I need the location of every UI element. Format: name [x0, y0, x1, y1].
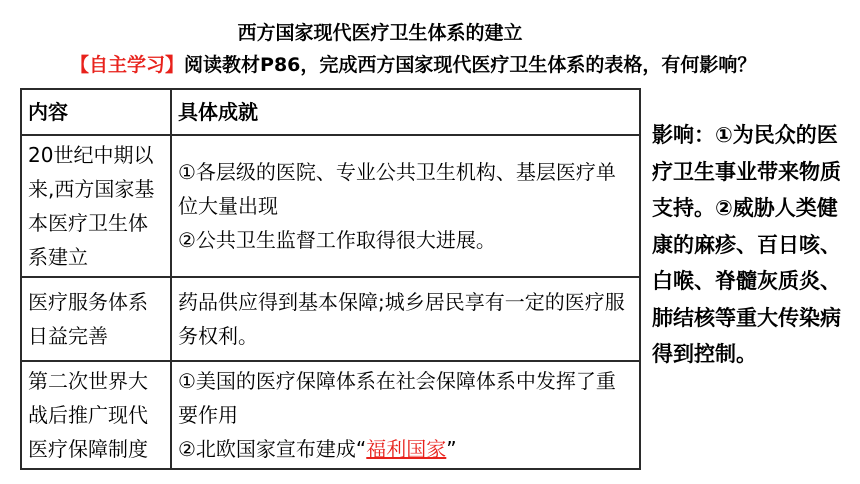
row-detail-cell — [171, 135, 640, 277]
table-row — [21, 277, 640, 361]
table-row — [21, 135, 640, 277]
welfare-state-highlight: 福利国家 — [366, 437, 447, 461]
detail-suffix: ” — [446, 437, 457, 461]
row-content-cell: 20世纪中期以来,西方国家基本医疗卫生体系建立 — [21, 135, 171, 277]
detail-line: 药品供应得到基本保障;城乡居民享有一定的医疗服务权利。 — [178, 290, 625, 348]
table-header-row — [21, 89, 640, 135]
detail-prefix: ②北欧国家宣布建成“ — [178, 437, 367, 461]
table-row — [21, 361, 640, 469]
row-content-cell: 第二次世界大战后推广现代医疗保障制度 — [21, 361, 171, 469]
detail-line: ①美国的医疗保障体系在社会保障体系中发挥了重要作用 — [178, 369, 616, 427]
page-title: 西方国家现代医疗卫生体系的建立 — [237, 22, 523, 44]
impact-note: 影响：①为民众的医疗卫生事业带来物质支持。②威胁人类健康的麻疹、百日咳、白喉、脊髓灰质炎、肺结核等重大传染病得到控制。 — [652, 123, 841, 366]
detail-line: ②公共卫生监督工作取得很大进展。 — [178, 228, 496, 252]
row-content-cell: 医疗服务体系日益完善 — [21, 277, 171, 361]
instruction-line — [70, 50, 756, 77]
detail-line — [178, 432, 633, 466]
row-detail-cell — [171, 361, 640, 469]
self-study-tag: 【自主学习】 — [70, 54, 185, 76]
header-content: 内容 — [21, 89, 171, 135]
row-detail-cell — [171, 277, 640, 361]
achievements-table — [20, 88, 641, 470]
instruction-text: 阅读教材P86，完成西方国家现代医疗卫生体系的表格，有何影响？ — [184, 54, 757, 76]
detail-line: ①各层级的医院、专业公共卫生机构、基层医疗单位大量出现 — [178, 160, 616, 218]
header-achievements: 具体成就 — [171, 89, 640, 135]
